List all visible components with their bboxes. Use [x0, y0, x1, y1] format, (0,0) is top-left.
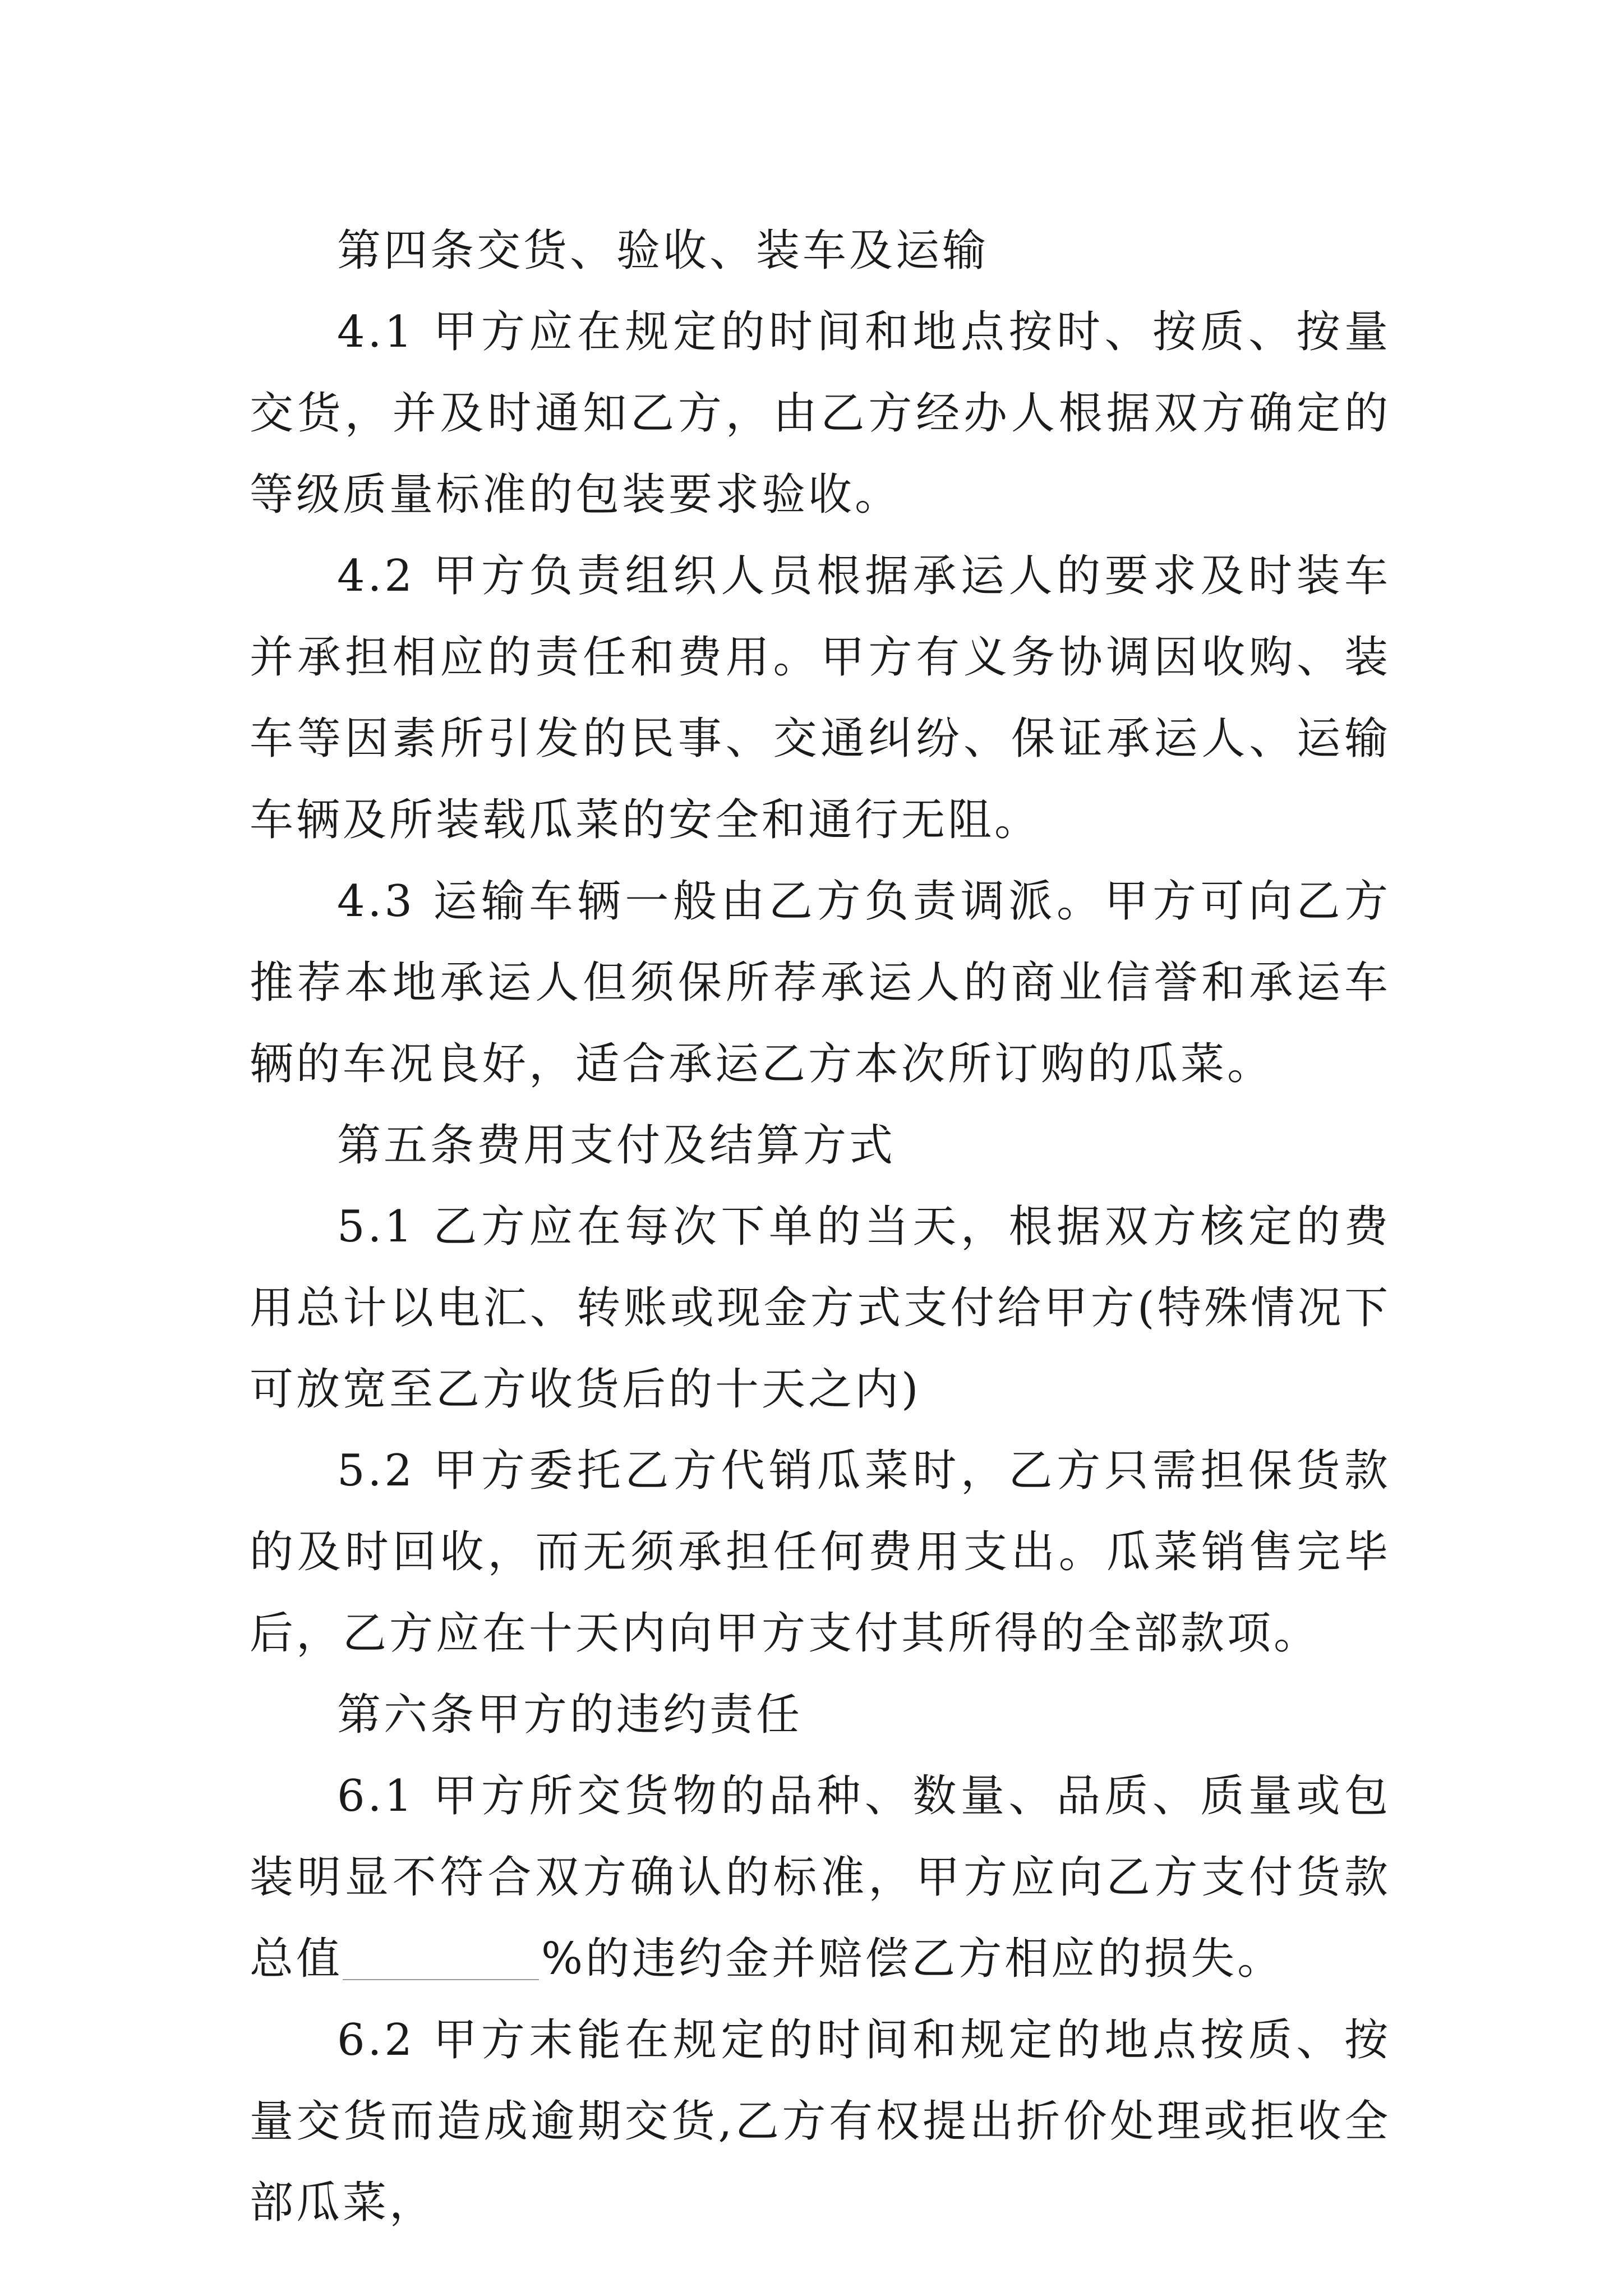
clause-6-1-tail: %的违约金并赔偿乙方相应的损失。: [541, 1934, 1284, 1984]
clause-6-2: 6.2 甲方末能在规定的时间和规定的地点按质、按量交货而造成逾期交货,乙方有权提出折价处理或拒收全部瓜菜，: [250, 2015, 1391, 2228]
clause-4-2: 4.2 甲方负责组织人员根据承运人的要求及时装车并承担相应的责任和费用。甲方有义务协调因收购、装车等因素所引发的民事、交通纠纷、保证承运人、运输车辆及所装载瓜菜的安全和通行无阻。: [250, 551, 1391, 845]
document-body: [250, 210, 1391, 2244]
clause-6-1: [250, 1756, 1391, 2000]
section-heading-article-6: 第六条甲方的违约责任: [337, 1690, 803, 1740]
percentage-blank-line: [343, 1929, 539, 1980]
clause-4-1: 4.1 甲方应在规定的时间和地点按时、按质、按量交货，并及时通知乙方，由乙方经办人根据双方确定的等级质量标准的包装要求验收。: [250, 307, 1391, 520]
clause-5-1: 5.1 乙方应在每次下单的当天，根据双方核定的费用总计以电汇、转账或现金方式支付给甲方(特殊情况下可放宽至乙方收货后的十天之内): [250, 1202, 1391, 1415]
section-heading-article-5: 第五条费用支付及结算方式: [337, 1120, 896, 1171]
clause-5-2: 5.2 甲方委托乙方代销瓜菜时，乙方只需担保货款的及时回收，而无须承担任何费用支出。瓜菜销售完毕后，乙方应在十天内向甲方支付其所得的全部款项。: [250, 1446, 1391, 1659]
section-heading-article-4: 第四条交货、验收、装车及运输: [337, 226, 989, 276]
clause-4-3: 4.3 运输车辆一般由乙方负责调派。甲方可向乙方推荐本地承运人但须保所荐承运人的商业信誉和承运车辆的车况良好，适合承运乙方本次所订购的瓜菜。: [250, 876, 1391, 1089]
clause-6-1-text: 6.1 甲方所交货物的品种、数量、品质、质量或包装明显不符合双方确认的标准，甲方应向乙方支付货款总值: [250, 1771, 1391, 1984]
